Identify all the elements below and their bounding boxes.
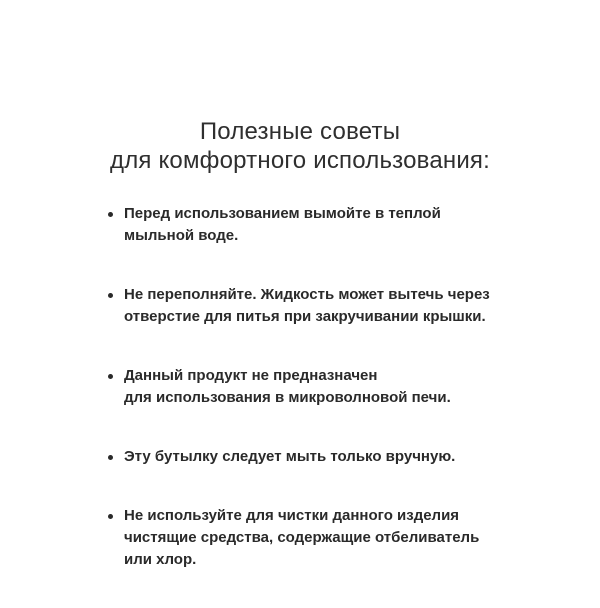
title-line-1: Полезные советы [199,118,401,145]
tip-text-line: Эту бутылку следует мыть только вручную. [124,448,456,465]
tip-text-line: или хлор. [124,551,197,568]
tip-text-line: Не переполняйте. Жидкость может вытечь через [124,286,490,303]
tips-list [104,203,544,608]
bullet-icon [108,455,113,460]
page-title [0,117,600,175]
tip-text-line: чистящие средства, содержащие отбеливатель [124,529,480,546]
tip-text-line: для использования в микроволновой печи. [124,389,451,406]
tip-text-line: Перед использованием вымойте в теплой [124,205,441,222]
bullet-icon [108,374,113,379]
list-item [104,505,544,571]
bullet-icon [108,514,113,519]
tip-text-line: отверстие для питья при закручивании крышки. [124,308,486,325]
list-item [104,446,544,468]
tip-text-line: Не используйте для чистки данного изделия [124,507,460,524]
bullet-icon [108,293,113,298]
list-item [104,365,544,409]
list-item [104,203,544,247]
title-line-2: для комфортного использования: [109,147,490,174]
list-item [104,284,544,328]
tip-text-line: мыльной воде. [124,227,239,244]
bullet-icon [108,212,113,217]
tip-text-line: Данный продукт не предназначен [124,367,378,384]
